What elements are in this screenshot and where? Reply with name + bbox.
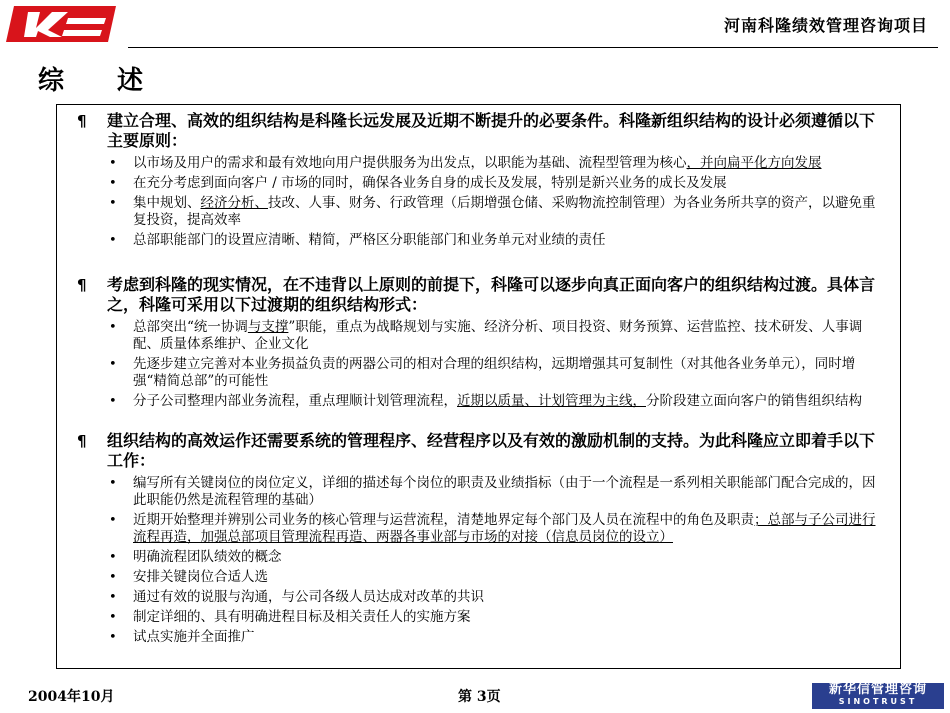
sinotrust-logo <box>812 683 944 709</box>
bullet-icon: • <box>109 320 117 335</box>
list-item: • 以市场及用户的需求和最有效地向用户提供服务为出发点，以职能为基础、流程型管理为核心，并向扁平化方向发展 <box>109 155 822 171</box>
list-item: • 分子公司整理内部业务流程，重点理顺计划管理流程，近期以质量、计划管理为主线，分阶段建立面向客户的销售组织结构 <box>109 393 862 409</box>
page-number: 第 3页 <box>458 689 501 705</box>
list-item: • 总部突出“统一协调与支撑”职能，重点为战略规划与实施、经济分析、项目投资、财务预算、运营监控、技术研发、人事调配、质量体系维护、企业文化 <box>109 319 863 352</box>
list-item: • 在充分考虑到面向客户 / 市场的同时，确保各业务自身的成长及发展，特别是新兴业务的成长及发展 <box>109 175 727 191</box>
bullet-list <box>77 475 887 646</box>
header-divider <box>128 47 938 48</box>
bullet-icon: • <box>109 394 117 409</box>
logo-cn-text: 新华信管理咨询 <box>828 682 927 697</box>
list-item: • 安排关键岗位合适人选 <box>109 569 268 585</box>
list-item: • 编写所有关键岗位的岗位定义，详细的描述每个岗位的职责及业绩指标（由于一个流程是一系列相关职能部门配合完成的，因此职能仍然是流程管理的基础） <box>109 475 876 508</box>
section-2 <box>77 275 887 413</box>
bullet-icon: • <box>109 610 117 625</box>
project-title: 河南科隆绩效管理咨询项目 <box>723 16 928 35</box>
bullet-icon: • <box>109 156 117 171</box>
list-item: • 近期开始整理并辨别公司业务的核心管理与运营流程，清楚地界定每个部门及人员在流程中的角色及职责；总部与子公司进行流程再造，加强总部项目管理流程再造、两器各事业部与市场的对接（信息员岗位的设立） <box>109 512 876 545</box>
page-title: 综 述 <box>38 66 166 96</box>
list-item: • 先逐步建立完善对本业务损益负责的两器公司的相对合理的组织结构，远期增强其可复制性（对其他各业务单元），同时增强“精简总部”的可能性 <box>109 356 856 389</box>
bullet-icon: • <box>109 196 117 211</box>
paragraph-mark-icon: ¶ <box>77 432 87 450</box>
paragraph-mark-icon: ¶ <box>77 112 87 130</box>
list-item: • 总部职能部门的设置应清晰、精简，严格区分职能部门和业务单元对业绩的责任 <box>109 232 606 248</box>
logo-en-text: SINOTRUST <box>838 697 918 706</box>
section-heading: 考虑到科隆的现实情况，在不违背以上原则的前提下，科隆可以逐步向真正面向客户的组织结构过渡。具体言之，科隆可采用以下过渡期的组织结构形式： <box>107 275 876 314</box>
kelong-logo <box>6 4 118 44</box>
bullet-icon: • <box>109 476 117 491</box>
section-heading: 组织结构的高效运作还需要系统的管理程序、经营程序以及有效的激励机制的支持。为此科隆应立即着手以下工作： <box>107 431 876 470</box>
list-item: • 试点实施并全面推广 <box>109 629 255 645</box>
content-box <box>56 104 901 669</box>
list-item: • 通过有效的说服与沟通，与公司各级人员达成对改革的共识 <box>109 589 484 605</box>
bullet-icon: • <box>109 590 117 605</box>
list-item: • 集中规划、经济分析、技改、人事、财务、行政管理（后期增强仓储、采购物流控制管理）为各业务所共享的资产，以避免重复投资，提高效率 <box>109 195 876 228</box>
bullet-icon: • <box>109 570 117 585</box>
list-item: • 明确流程团队绩效的概念 <box>109 549 282 565</box>
bullet-icon: • <box>109 233 117 248</box>
footer-date: 2004年10月 <box>28 689 115 705</box>
paragraph-mark-icon: ¶ <box>77 276 87 294</box>
section-3 <box>77 431 887 649</box>
bullet-list <box>77 155 887 249</box>
bullet-icon: • <box>109 630 117 645</box>
bullet-icon: • <box>109 513 117 528</box>
section-1 <box>77 111 887 252</box>
list-item: • 制定详细的、具有明确进程目标及相关责任人的实施方案 <box>109 609 471 625</box>
bullet-icon: • <box>109 176 117 191</box>
bullet-icon: • <box>109 357 117 372</box>
bullet-icon: • <box>109 550 117 565</box>
bullet-list <box>77 319 887 410</box>
section-heading: 建立合理、高效的组织结构是科隆长远发展及近期不断提升的必要条件。科隆新组织结构的设计必须遵循以下主要原则： <box>107 111 876 150</box>
